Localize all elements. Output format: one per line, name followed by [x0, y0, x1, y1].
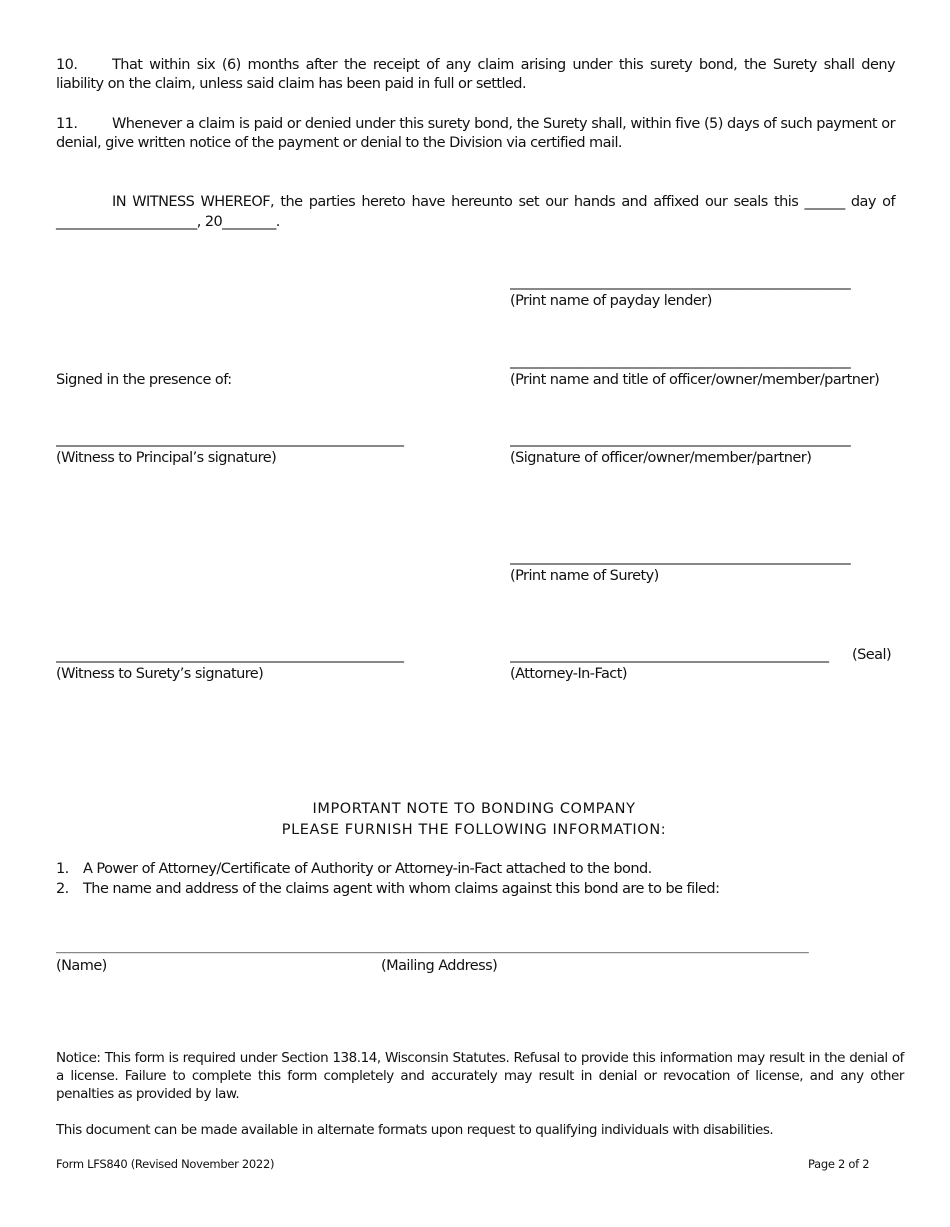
witness-surety-signature-line[interactable]: ________________________________________________ [56, 647, 404, 663]
payday-lender-signature-line[interactable]: _______________________________________________ [510, 274, 851, 290]
officer-name-block [510, 352, 896, 390]
note-item-1-text: A Power of Attorney/Certificate of Authority or Attorney-in-Fact attached to the bond. [83, 861, 652, 877]
attorney-in-fact-label: (Attorney-In-Fact) [510, 666, 627, 682]
note-item-2 [56, 880, 896, 899]
witness-principal-block [56, 430, 432, 468]
furnish-info-heading: PLEASE FURNISH THE FOLLOWING INFORMATION: [281, 822, 667, 838]
page-number: Page 2 of 2 [808, 1157, 870, 1171]
alternate-formats-text: This document can be made available in alternate formats upon request to qualifying individuals with disabilities. [56, 1122, 774, 1138]
note-item-2-number: 2. [56, 881, 69, 897]
witness-surety-block [56, 646, 432, 684]
important-note-heading: IMPORTANT NOTE TO BONDING COMPANY [312, 801, 636, 817]
paragraph-11-number: 11. [56, 116, 78, 132]
witness-clause-line1: IN WITNESS WHEREOF, the parties hereto have hereunto set our hands and affixed our seals this ______ day of [112, 194, 895, 210]
witness-surety-label: (Witness to Surety’s signature) [56, 666, 264, 682]
form-id: Form LFS840 (Revised November 2022) [56, 1157, 275, 1171]
note-item-2-text: The name and address of the claims agent with whom claims against this bond are to be filed: [83, 881, 720, 897]
attorney-seal-row [510, 646, 894, 665]
note-item-1 [56, 860, 896, 879]
officer-name-signature-line[interactable]: _______________________________________________ [510, 353, 851, 369]
name-label: (Name) [56, 958, 107, 974]
officer-signature-label: (Signature of officer/owner/member/partner) [510, 450, 812, 466]
witness-principal-label: (Witness to Principal’s signature) [56, 450, 277, 466]
seal-label: (Seal) [852, 647, 892, 663]
witness-principal-signature-line[interactable]: ________________________________________________ [56, 431, 404, 447]
mailing-address-label: (Mailing Address) [381, 958, 498, 974]
paragraph-11 [56, 115, 895, 153]
note-item-1-number: 1. [56, 861, 69, 877]
claims-agent-line[interactable]: _______________________________________________________________________________________________________________________________________________________________________________ [56, 944, 809, 954]
surety-name-block [510, 548, 886, 586]
paragraph-11-text: Whenever a claim is paid or denied under this surety bond, the Surety shall, within five (5) days of such payment or denial, give written notice of the payment or denial to the Division via certified mail. [56, 116, 895, 151]
paragraph-10-text: That within six (6) months after the receipt of any claim arising under this surety bond, the Surety shall deny liability on the claim, unless said claim has been paid in full or settled. [56, 57, 895, 92]
officer-signature-block [510, 430, 886, 468]
signed-in-presence-label: Signed in the presence of: [56, 372, 232, 388]
attorney-in-fact-signature-line[interactable]: ____________________________________________ [510, 647, 829, 663]
payday-lender-label: (Print name of payday lender) [510, 293, 712, 309]
paragraph-10-number: 10. [56, 57, 78, 73]
attorney-in-fact-block [510, 646, 894, 684]
payday-lender-block [510, 273, 886, 311]
officer-signature-line[interactable]: _______________________________________________ [510, 431, 851, 447]
officer-name-label: (Print name and title of officer/owner/member/partner) [510, 372, 880, 388]
witness-clause-line2: _____________________, 20________. [56, 214, 280, 230]
surety-name-label: (Print name of Surety) [510, 568, 659, 584]
surety-name-signature-line[interactable]: _______________________________________________ [510, 549, 851, 565]
notice-text: Notice: This form is required under Section 138.14, Wisconsin Statutes. Refusal to provide this information may result in the denial of a license. Failure to complete this form completely and accurately may result in denial or revocation of license, and any other penalties as provided by law. [56, 1050, 904, 1102]
paragraph-10 [56, 56, 895, 94]
